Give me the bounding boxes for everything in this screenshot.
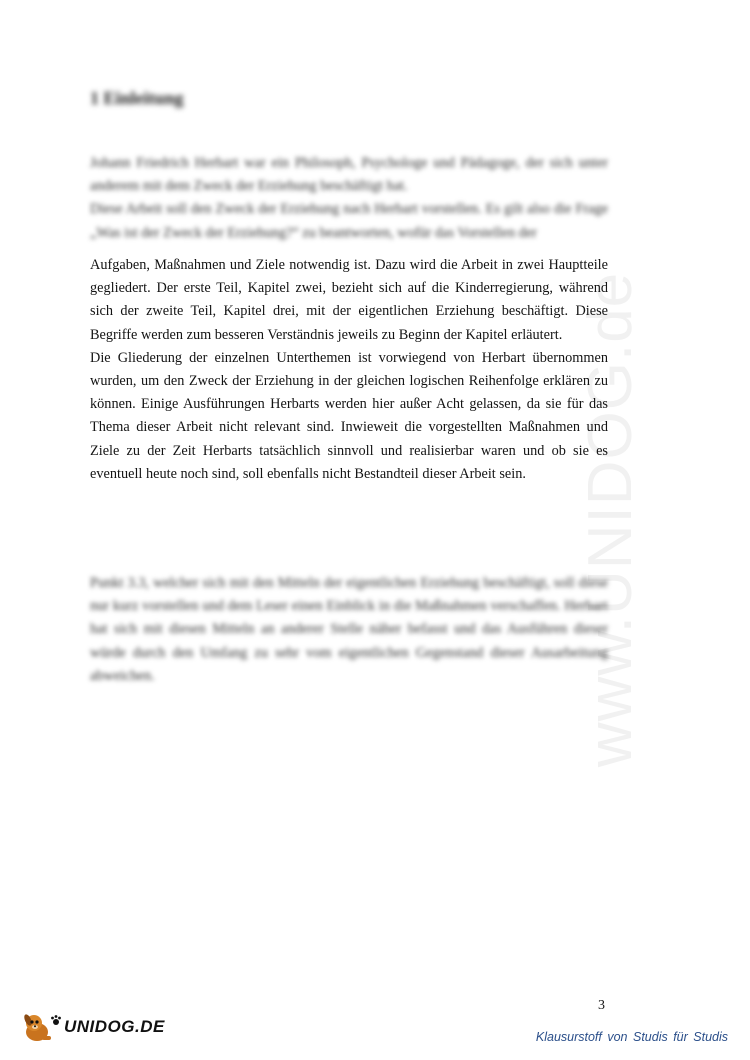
paragraph-structure: Aufgaben, Maßnahmen und Ziele notwendig ist. Dazu wird die Arbeit in zwei Hauptteile gegliedert. Der erste Teil, Kapitel zwei, bezieht sich auf die Kinderregierung, während sich der zweite Teil, Kapitel drei, mit der eigentlichen Erziehung beschäftigt. Diese Begriffe werden zum besseren Verständnis jeweils zu Beginn der Kapitel erläutert. (90, 257, 608, 343)
blurred-bottom-region (80, 520, 620, 700)
paragraph-outline: Die Gliederung der einzelnen Unterthemen ist vorwiegend von Herbart übernommen wurden, um den Zweck der Erziehung in der gleichen logischen Reihenfolge erklären zu können. Einige Ausführungen Herbarts werden hier außer Acht gelassen, da sie für das Thema dieser Arbeit nicht relevant sind. Inwieweit die vorgestellten Maßnahmen und Ziele zu der Zeit Herbarts tatsächlich sinnvoll und realisierbar waren und ob sie es eventuell heute noch sind, soll ebenfalls nicht Bestandteil dieser Arbeit sein. (90, 349, 608, 482)
logo-wordmark: UNIDOG.DE (64, 1017, 165, 1036)
paw-icon (50, 1014, 62, 1026)
blurred-top-region (80, 149, 620, 255)
watermark-text: www.UNIDOG.de (575, 271, 645, 768)
blurred-paragraph-intro: Johann Friedrich Herbart war ein Philosoph, Psychologe und Pädagoge, der sich unter anderem mit dem Zweck der Erziehung beschäftigt hat. (90, 155, 608, 195)
page-number: 3 (598, 998, 605, 1013)
section-heading: 1 Einleitung (90, 88, 184, 108)
blurred-paragraph-purpose: Diese Arbeit soll den Zweck der Erziehung nach Herbart vorstellen. Es gilt also die Frage „Was ist der Zweck der Erziehung?“ zu beantworten, wofür das Vorstellen der (90, 201, 608, 241)
blurred-paragraph-scope: Punkt 3.3, welcher sich mit den Mitteln der eigentlichen Erziehung beschäftigt, soll diese nur kurz vorstellen und dem Leser einen Einblick in die Maßnahmen verschaffen. Herbart hat sich mit diesen Mitteln an anderer Stelle näher befasst und das Ausführen dieser würde durch den Umfang zu sehr vom eigentlichen Gegenstand dieser Ausarbeitung abweichen. (90, 575, 608, 684)
footer-tagline: Klausurstoff von Studis für Studis (535, 1030, 728, 1044)
dog-mascot-icon (20, 1010, 54, 1044)
unidog-logo[interactable] (20, 1010, 165, 1044)
readable-text-block (90, 254, 608, 486)
